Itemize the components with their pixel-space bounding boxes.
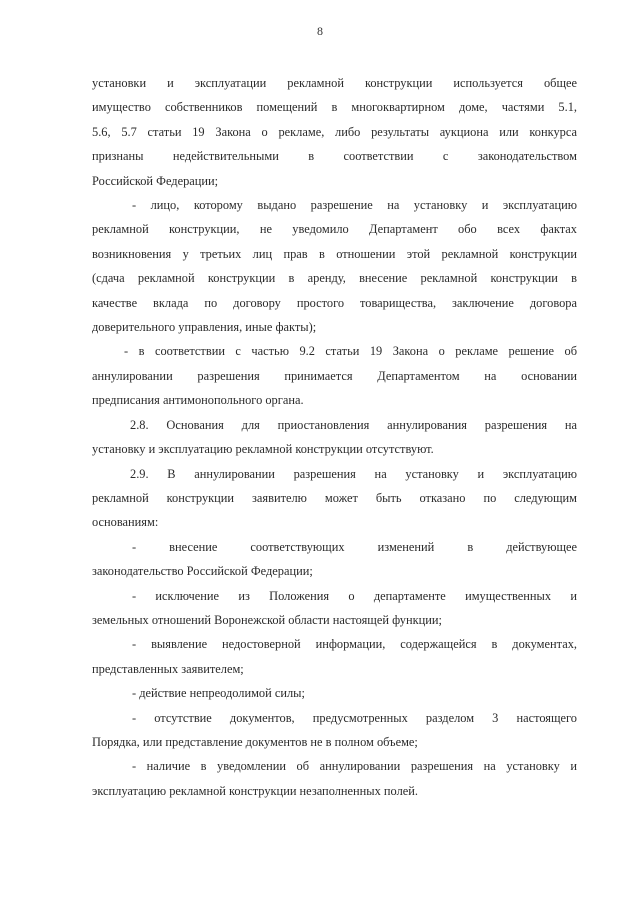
text-line: признаны недействительными в соответствии с законодательством [92, 149, 577, 164]
text-line: земельных отношений Воронежской области настоящей функции; [92, 612, 442, 627]
text-line: установки и эксплуатации рекламной конструкции используется общее [92, 76, 577, 90]
text-line: эксплуатацию рекламной конструкции незаполненных полей. [92, 783, 418, 798]
text-line: представленных заявителем; [92, 661, 244, 676]
text-line: - отсутствие документов, предусмотренных разделом 3 настоящего [132, 710, 577, 725]
text-line: аннулировании разрешения принимается Департаментом на основании [92, 368, 577, 383]
text-line: - наличие в уведомлении об аннулировании разрешения на установку и [132, 759, 577, 774]
text-line: - выявление недостоверной информации, содержащейся в документах, [132, 637, 577, 652]
text-block [92, 71, 577, 803]
text-line: основаниям: [92, 515, 159, 530]
text-line: возникновения у третьих лиц прав в отношении этой рекламной конструкции [92, 246, 577, 261]
text-line: доверительного управления, иные факты); [92, 320, 317, 335]
text-line: - действие непреодолимой силы; [132, 686, 305, 701]
text-line: рекламной конструкции, не уведомило Департамент обо всех фактах [92, 222, 577, 237]
text-line: - лицо, которому выдано разрешение на установку и эксплуатацию [132, 198, 577, 213]
text-line: качестве вклада по договору простого товарищества, заключение договора [92, 295, 577, 310]
page-number: 8 [317, 24, 323, 38]
text-line: имущество собственников помещений в многоквартирном доме, частями 5.1, [92, 100, 577, 115]
document-body [92, 71, 577, 803]
text-line: рекламной конструкции заявителю может быть отказано по следующим [92, 490, 577, 505]
text-line: 2.8. Основания для приостановления аннулирования разрешения на [130, 417, 577, 432]
text-line: предписания антимонопольного органа. [92, 393, 304, 408]
text-line: 5.6, 5.7 статьи 19 Закона о рекламе, либо результаты аукциона или конкурса [92, 124, 577, 139]
text-line: 2.9. В аннулировании разрешения на установку и эксплуатацию [130, 466, 577, 481]
text-line: Порядка, или представление документов не в полном объеме; [92, 734, 418, 749]
text-line: (сдача рекламной конструкции в аренду, внесение рекламной конструкции в [92, 271, 577, 286]
text-line: установку и эксплуатацию рекламной конструкции отсутствуют. [92, 442, 434, 457]
text-line: - внесение соответствующих изменений в действующее [132, 539, 577, 554]
text-line: законодательство Российской Федерации; [92, 564, 313, 579]
text-line: Российской Федерации; [92, 173, 219, 188]
text-line: - в соответствии с частью 9.2 статьи 19 Закона о рекламе решение об [124, 344, 577, 359]
text-line: - исключение из Положения о департаменте имущественных и [132, 588, 577, 603]
